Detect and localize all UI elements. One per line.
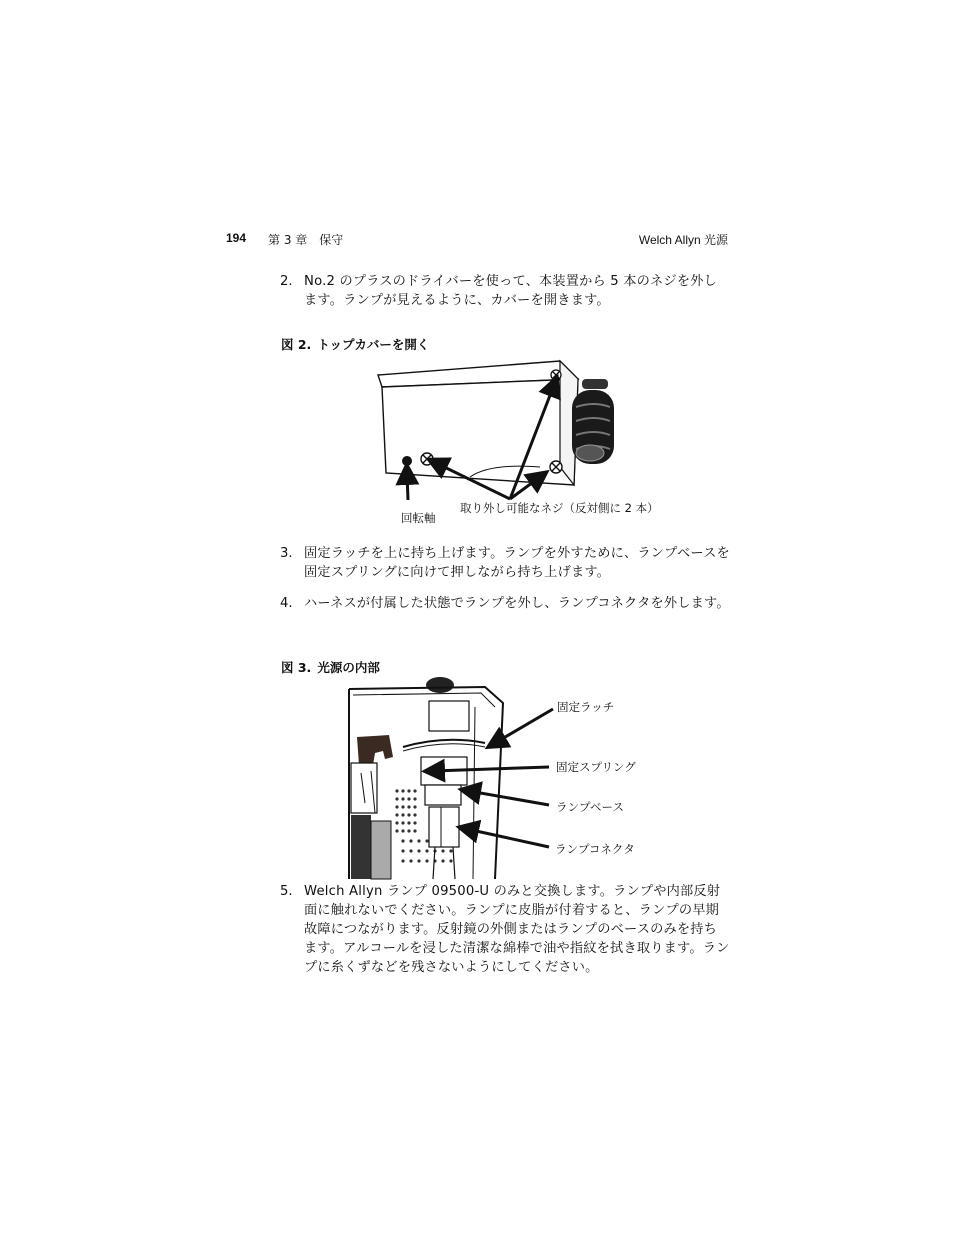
top-knob [426, 677, 454, 693]
figure-label: 図 2. [281, 337, 312, 352]
step-number: 4. [280, 596, 293, 611]
callout-pivot: 回転軸 [401, 511, 436, 525]
figure-2-illustration [370, 355, 630, 505]
screw-icon [551, 370, 561, 380]
lamp-connector [429, 807, 459, 847]
callout-screws: 取り外し可能なネジ（反対側に 2 本） [460, 501, 659, 515]
chapter-title: 第 3 章 保守 [268, 233, 344, 247]
step-text: Welch Allyn ランプ 09500-U のみと交換します。ランプや内部反射面に触れないでください。ランプに皮脂が付着すると、ランプの早期故障につながります。反射鏡の外側またはランプのベースのみを持ちます。アルコールを浸した清潔な綿棒で油や指紋を拭き取ります。ランプに糸くずなどを残さないようにしてください。 [304, 884, 730, 975]
figure-label: 図 3. [281, 660, 312, 675]
callout-lamp-base: ランプベース [556, 800, 624, 814]
step-number: 2. [280, 274, 293, 289]
callout-latch: 固定ラッチ [557, 700, 615, 714]
latch [403, 740, 485, 747]
figure-title: トップカバーを開く [317, 337, 430, 352]
step-text: 固定ラッチを上に持ち上げます。ランプを外すために、ランプベースを固定スプリングに向けて押しながら持ち上げます。 [304, 546, 730, 580]
callout-spring: 固定スプリング [556, 760, 636, 774]
page-number: 194 [226, 231, 247, 245]
figure-3-illustration [345, 673, 515, 879]
panel-slot [582, 379, 608, 389]
figure-2-caption [281, 335, 429, 353]
step-text: ハーネスが付属した状態でランプを外し、ランプコネクタを外します。 [304, 596, 730, 611]
screw-icon [421, 453, 433, 465]
pivot-point [402, 456, 412, 466]
step-text: No.2 のプラスのドライバーを使って、本装置から 5 本のネジを外します。ランプが見えるように、カバーを開きます。 [304, 274, 717, 308]
screw-icon [550, 461, 562, 473]
callout-lamp-connector: ランプコネクタ [555, 842, 635, 856]
figure-title: 光源の内部 [317, 660, 380, 675]
lamp-housing [429, 701, 469, 731]
step-number: 5. [280, 884, 293, 899]
capacitor [351, 815, 371, 879]
step-3 [280, 544, 730, 582]
step-4 [280, 594, 730, 613]
lamp-base [425, 785, 461, 805]
step-number: 3. [280, 546, 293, 561]
section-title: Welch Allyn 光源 [638, 233, 728, 247]
connector-block [357, 735, 393, 765]
step-5 [280, 882, 730, 977]
step-2 [280, 272, 730, 310]
